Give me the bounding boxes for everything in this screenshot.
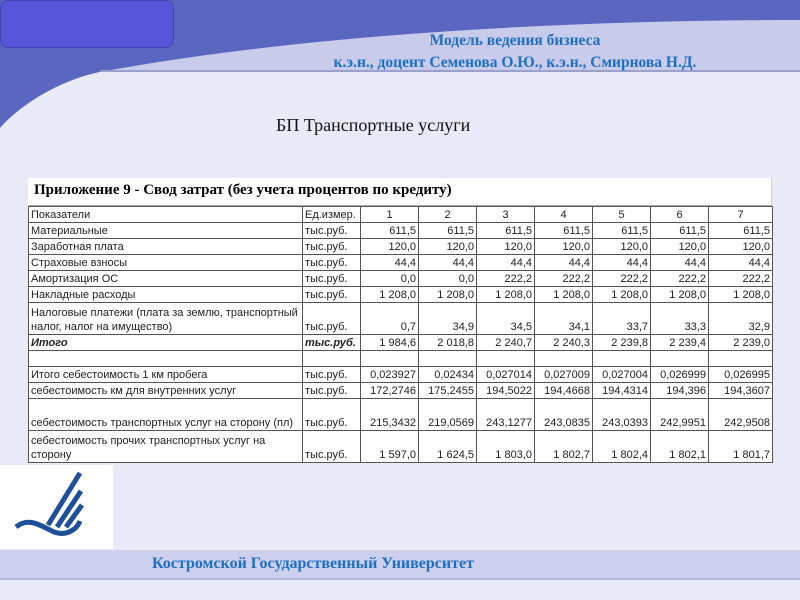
value-cell: 1 624,5 xyxy=(419,431,477,463)
empty-cell xyxy=(651,351,709,367)
value-cell: 243,0835 xyxy=(535,399,593,431)
empty-cell xyxy=(419,351,477,367)
row-label: себестоимость транспортных услуг на сторону (пл) xyxy=(29,399,303,431)
value-cell: 120,0 xyxy=(535,239,593,255)
header-title: Модель ведения бизнеса xyxy=(429,32,601,49)
row-unit: тыс.руб. xyxy=(303,287,361,303)
value-cell: 1 802,7 xyxy=(535,431,593,463)
value-cell: 1 801,7 xyxy=(709,431,773,463)
value-cell: 1 597,0 xyxy=(361,431,419,463)
value-cell: 611,5 xyxy=(593,223,651,239)
value-cell: 222,2 xyxy=(709,271,773,287)
value-cell: 44,4 xyxy=(361,255,419,271)
table-row xyxy=(29,223,773,239)
value-cell: 0,0 xyxy=(361,271,419,287)
value-cell: 215,3432 xyxy=(361,399,419,431)
table-row xyxy=(29,255,773,271)
corner-button[interactable] xyxy=(0,0,174,48)
value-cell: 243,1277 xyxy=(477,399,535,431)
table-row xyxy=(29,303,773,335)
footer-band xyxy=(0,550,800,580)
value-cell: 172,2746 xyxy=(361,383,419,399)
table-row xyxy=(29,271,773,287)
row-label: Накладные расходы xyxy=(29,287,303,303)
value-cell: 44,4 xyxy=(593,255,651,271)
value-cell: 1 208,0 xyxy=(593,287,651,303)
value-cell: 44,4 xyxy=(477,255,535,271)
row-label: Налоговые платежи (плата за землю, транспортный налог, налог на имущество) xyxy=(29,303,303,335)
row-label: себестоимость км для внутренних услуг xyxy=(29,383,303,399)
value-cell: 242,9508 xyxy=(709,399,773,431)
slide-subtitle: БП Транспортные услуги xyxy=(276,115,471,135)
column-header: Ед.измер. xyxy=(303,207,361,223)
table-row xyxy=(29,335,773,351)
empty-cell xyxy=(535,351,593,367)
value-cell: 2 018,8 xyxy=(419,335,477,351)
value-cell: 44,4 xyxy=(651,255,709,271)
value-cell: 222,2 xyxy=(651,271,709,287)
value-cell: 2 240,7 xyxy=(477,335,535,351)
value-cell: 44,4 xyxy=(535,255,593,271)
value-cell: 1 208,0 xyxy=(535,287,593,303)
value-cell: 120,0 xyxy=(709,239,773,255)
row-unit: тыс.руб. xyxy=(303,431,361,463)
column-header: 4 xyxy=(535,207,593,223)
value-cell: 0,027009 xyxy=(535,367,593,383)
empty-cell xyxy=(709,351,773,367)
value-cell: 1 208,0 xyxy=(419,287,477,303)
value-cell: 0,02434 xyxy=(419,367,477,383)
value-cell: 1 802,4 xyxy=(593,431,651,463)
column-header: 6 xyxy=(651,207,709,223)
value-cell: 120,0 xyxy=(361,239,419,255)
value-cell: 120,0 xyxy=(477,239,535,255)
value-cell: 120,0 xyxy=(651,239,709,255)
value-cell: 0,7 xyxy=(361,303,419,335)
value-cell: 611,5 xyxy=(709,223,773,239)
row-label: Амортизация ОС xyxy=(29,271,303,287)
value-cell: 1 208,0 xyxy=(477,287,535,303)
row-label: Материальные xyxy=(29,223,303,239)
empty-cell xyxy=(29,351,303,367)
table-row xyxy=(29,399,773,431)
row-label: Итого себестоимость 1 км пробега xyxy=(29,367,303,383)
row-label: Страховые взносы xyxy=(29,255,303,271)
row-unit: тыс.руб. xyxy=(303,255,361,271)
column-header: Показатели xyxy=(29,207,303,223)
value-cell: 175,2455 xyxy=(419,383,477,399)
empty-cell xyxy=(361,351,419,367)
row-unit: тыс.руб. xyxy=(303,271,361,287)
value-cell: 44,4 xyxy=(419,255,477,271)
value-cell: 1 802,1 xyxy=(651,431,709,463)
row-unit: тыс.руб. xyxy=(303,383,361,399)
value-cell: 2 239,8 xyxy=(593,335,651,351)
footer-university: Костромской Государственный Университет xyxy=(152,555,474,572)
value-cell: 34,9 xyxy=(419,303,477,335)
table-row xyxy=(29,287,773,303)
value-cell: 2 240,3 xyxy=(535,335,593,351)
value-cell: 611,5 xyxy=(419,223,477,239)
table-row xyxy=(29,207,773,223)
row-unit: тыс.руб. xyxy=(303,223,361,239)
empty-cell xyxy=(303,351,361,367)
column-header: 7 xyxy=(709,207,773,223)
table-row xyxy=(29,351,773,367)
value-cell: 34,5 xyxy=(477,303,535,335)
table-row xyxy=(29,383,773,399)
value-cell: 0,026999 xyxy=(651,367,709,383)
table-title: Приложение 9 - Свод затрат (без учета процентов по кредиту) xyxy=(28,178,772,206)
university-logo xyxy=(0,465,113,549)
value-cell: 194,5022 xyxy=(477,383,535,399)
table-row xyxy=(29,239,773,255)
value-cell: 222,2 xyxy=(593,271,651,287)
value-cell: 219,0569 xyxy=(419,399,477,431)
value-cell: 194,396 xyxy=(651,383,709,399)
value-cell: 0,026995 xyxy=(709,367,773,383)
value-cell: 120,0 xyxy=(419,239,477,255)
value-cell: 33,3 xyxy=(651,303,709,335)
empty-cell xyxy=(477,351,535,367)
row-unit: тыс.руб. xyxy=(303,335,361,351)
row-unit: тыс.руб. xyxy=(303,239,361,255)
header-authors: к.э.н., доцент Семенова О.Ю., к.э.н., Смирнова Н.Д. xyxy=(333,54,697,71)
value-cell: 194,3607 xyxy=(709,383,773,399)
value-cell: 222,2 xyxy=(535,271,593,287)
row-unit: тыс.руб. xyxy=(303,399,361,431)
value-cell: 1 208,0 xyxy=(709,287,773,303)
row-label: Заработная плата xyxy=(29,239,303,255)
value-cell: 611,5 xyxy=(477,223,535,239)
value-cell: 1 208,0 xyxy=(651,287,709,303)
value-cell: 1 803,0 xyxy=(477,431,535,463)
column-header: 3 xyxy=(477,207,535,223)
empty-cell xyxy=(593,351,651,367)
cost-summary-table xyxy=(28,178,772,463)
value-cell: 242,9951 xyxy=(651,399,709,431)
table-row xyxy=(29,367,773,383)
row-label: Итого xyxy=(29,335,303,351)
row-unit: тыс.руб. xyxy=(303,367,361,383)
value-cell: 32,9 xyxy=(709,303,773,335)
value-cell: 0,027014 xyxy=(477,367,535,383)
value-cell: 44,4 xyxy=(709,255,773,271)
value-cell: 2 239,0 xyxy=(709,335,773,351)
value-cell: 1 208,0 xyxy=(361,287,419,303)
value-cell: 194,4668 xyxy=(535,383,593,399)
value-cell: 33,7 xyxy=(593,303,651,335)
column-header: 5 xyxy=(593,207,651,223)
value-cell: 222,2 xyxy=(477,271,535,287)
value-cell: 2 239,4 xyxy=(651,335,709,351)
value-cell: 1 984,6 xyxy=(361,335,419,351)
table-row xyxy=(29,431,773,463)
value-cell: 0,023927 xyxy=(361,367,419,383)
value-cell: 611,5 xyxy=(651,223,709,239)
row-label: себестоимость прочих транспортных услуг на сторону xyxy=(29,431,303,463)
value-cell: 243,0393 xyxy=(593,399,651,431)
row-unit: тыс.руб. xyxy=(303,303,361,335)
value-cell: 34,1 xyxy=(535,303,593,335)
value-cell: 611,5 xyxy=(535,223,593,239)
column-header: 1 xyxy=(361,207,419,223)
column-header: 2 xyxy=(419,207,477,223)
value-cell: 611,5 xyxy=(361,223,419,239)
value-cell: 120,0 xyxy=(593,239,651,255)
value-cell: 0,027004 xyxy=(593,367,651,383)
value-cell: 0,0 xyxy=(419,271,477,287)
value-cell: 194,4314 xyxy=(593,383,651,399)
